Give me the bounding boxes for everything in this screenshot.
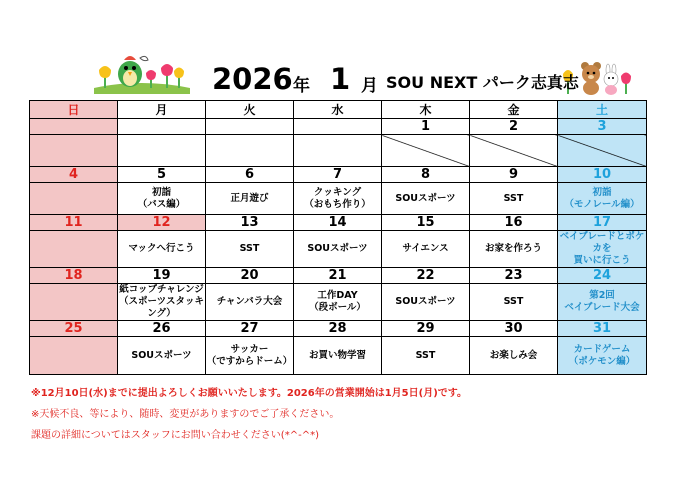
- event-row: [30, 135, 647, 167]
- date-cell: 2: [470, 119, 558, 135]
- weekday-monday: 月: [118, 101, 206, 119]
- event-cell: 紙コップチャレンジ （スポーツスタッキング）: [119, 284, 204, 319]
- event-cell: お買い物学習: [294, 337, 382, 375]
- date-cell: 13: [206, 215, 294, 231]
- date-cell: 24: [558, 268, 647, 284]
- weekday-tuesday: 火: [206, 101, 294, 119]
- date-cell: 4: [30, 167, 118, 183]
- date-cell: 27: [206, 321, 294, 337]
- date-cell: 20: [206, 268, 294, 284]
- date-cell: 17: [558, 215, 647, 231]
- date-cell: 29: [382, 321, 470, 337]
- event-cell: カードゲーム （ポケモン編）: [558, 337, 647, 375]
- date-cell: [118, 119, 206, 135]
- date-cell: 8: [382, 167, 470, 183]
- date-cell: [30, 119, 118, 135]
- date-cell: 22: [382, 268, 470, 284]
- event-row: [30, 337, 647, 375]
- event-cell: サッカー （ですからドーム）: [206, 337, 294, 375]
- date-cell: 31: [558, 321, 647, 337]
- date-row: [30, 321, 647, 337]
- date-cell: 23: [470, 268, 558, 284]
- facility-name: SOU NEXT パーク志真志: [386, 73, 579, 92]
- event-cell: お楽しみ会: [470, 337, 558, 375]
- event-cell: 正月遊び: [206, 183, 294, 215]
- event-cell: クッキング （おもち作り）: [294, 183, 382, 215]
- date-cell: 14: [294, 215, 382, 231]
- event-cell: お家を作ろう: [470, 231, 558, 268]
- date-row: [30, 215, 647, 231]
- event-cell-closed: [382, 135, 470, 167]
- date-cell: 9: [470, 167, 558, 183]
- weekday-header-row: [30, 101, 647, 119]
- date-cell: 30: [470, 321, 558, 337]
- date-cell: 28: [294, 321, 382, 337]
- notes-section: [31, 383, 671, 446]
- weekday-sunday: 日: [30, 101, 118, 119]
- event-cell: SST: [470, 183, 558, 215]
- date-cell: 5: [118, 167, 206, 183]
- event-cell: 初詣 （モノレール編）: [558, 183, 647, 215]
- weekday-friday: 金: [470, 101, 558, 119]
- date-row: [30, 268, 647, 284]
- date-cell: 11: [30, 215, 118, 231]
- date-cell: [206, 119, 294, 135]
- event-cell-closed: [558, 135, 647, 167]
- date-cell: 10: [558, 167, 647, 183]
- calendar-title: [0, 62, 700, 100]
- event-cell: [30, 337, 118, 375]
- calendar-grid: [29, 100, 647, 375]
- event-cell: [206, 135, 294, 167]
- event-cell: SST: [206, 231, 294, 268]
- date-cell: 3: [558, 119, 647, 135]
- event-cell: SOUスポーツ: [382, 284, 470, 321]
- event-cell: SST: [382, 337, 470, 375]
- date-cell: 7: [294, 167, 382, 183]
- date-cell: 15: [382, 215, 470, 231]
- event-cell: [118, 135, 206, 167]
- date-cell: 26: [118, 321, 206, 337]
- event-cell-closed: [470, 135, 558, 167]
- title-year: 2026: [212, 62, 293, 96]
- event-cell: 工作DAY （段ボール）: [294, 284, 382, 321]
- event-cell: [30, 183, 118, 215]
- event-cell: SOUスポーツ: [382, 183, 470, 215]
- title-month-suffix: 月: [361, 76, 378, 96]
- note-contact: 課題の詳細についてはスタッフにお問い合わせください(*^-^*): [31, 430, 319, 441]
- event-cell: SOUスポーツ: [294, 231, 382, 268]
- event-cell: SOUスポーツ: [118, 337, 206, 375]
- event-cell: チャンバラ大会: [206, 284, 294, 321]
- date-row: [30, 119, 647, 135]
- date-cell: 1: [382, 119, 470, 135]
- event-cell: サイエンス: [382, 231, 470, 268]
- date-cell: 21: [294, 268, 382, 284]
- event-cell: SST: [470, 284, 558, 321]
- weekday-wednesday: 水: [294, 101, 382, 119]
- note-deadline: ※12月10日(水)までに提出よろしくお願いいたします。2026年の営業開始は1月5日(月)です。: [31, 388, 467, 399]
- date-cell: 19: [118, 268, 206, 284]
- date-cell-holiday: 12: [118, 215, 206, 231]
- title-year-suffix: 年: [293, 76, 310, 96]
- event-cell: [30, 135, 118, 167]
- note-weather: ※天候不良、等により、随時、変更がありますのでご了承ください。: [31, 409, 340, 420]
- event-cell: [294, 135, 382, 167]
- date-cell: [294, 119, 382, 135]
- event-row: [30, 183, 647, 215]
- date-cell: 6: [206, 167, 294, 183]
- event-cell: 初詣 （バス編）: [118, 183, 206, 215]
- event-row: [30, 284, 647, 321]
- date-cell: 25: [30, 321, 118, 337]
- weekday-thursday: 木: [382, 101, 470, 119]
- event-cell: マックへ行こう: [118, 231, 206, 268]
- date-row: [30, 167, 647, 183]
- date-cell: 16: [470, 215, 558, 231]
- event-row: [30, 231, 647, 268]
- event-cell: ベイブレードとポケカを 買いに行こう: [558, 231, 647, 268]
- event-cell: [30, 231, 118, 268]
- date-cell: 18: [30, 268, 118, 284]
- event-cell: [30, 284, 118, 321]
- title-month: 1: [330, 62, 351, 96]
- event-cell: 第2回 ベイブレード大会: [558, 284, 647, 321]
- weekday-saturday: 土: [558, 101, 647, 119]
